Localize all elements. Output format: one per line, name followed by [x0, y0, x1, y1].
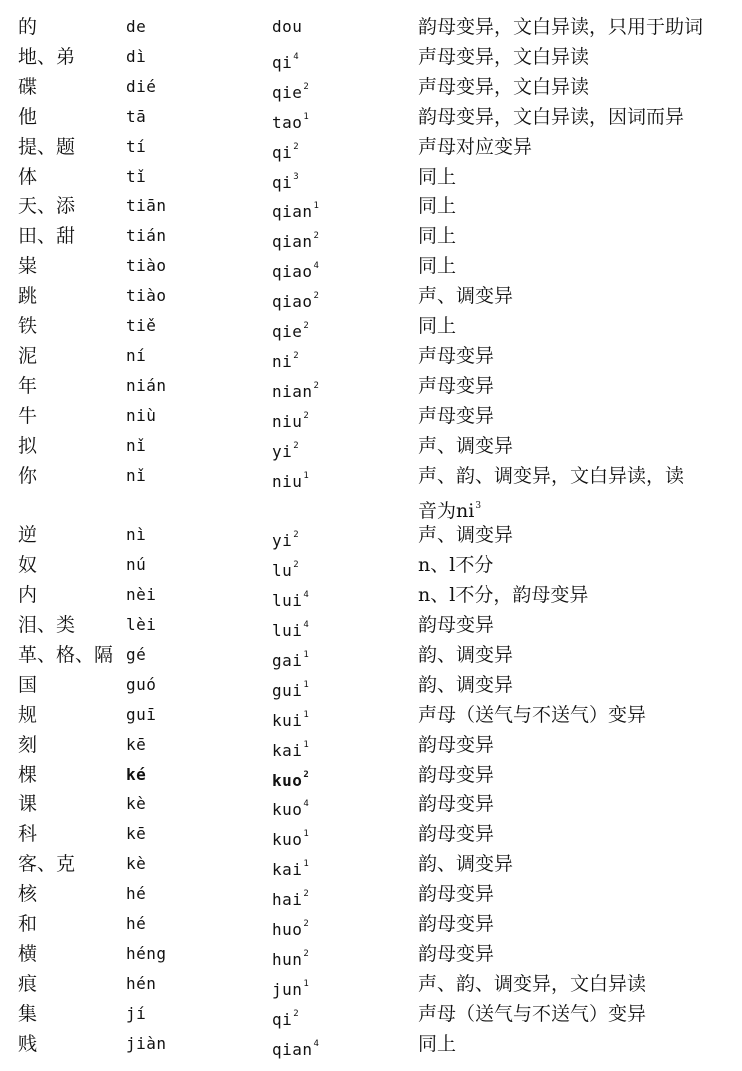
table-row — [0, 251, 742, 281]
pinyin-cell: hé — [126, 914, 147, 933]
dialect-syllable: ni — [272, 351, 293, 371]
tone-number: 2 — [293, 440, 300, 451]
dialect-syllable: kuo — [272, 770, 303, 790]
dialect-syllable: qiao — [272, 292, 313, 312]
note-cell: 韵母变异 — [418, 823, 495, 846]
character-cell: 棵 — [18, 763, 38, 786]
tone-number: 1 — [303, 829, 310, 840]
tone-number: 2 — [303, 889, 310, 900]
pinyin-cell: tiān — [126, 196, 167, 216]
tone-number: 2 — [313, 380, 320, 391]
note-cell: 韵、调变异 — [418, 673, 514, 696]
table-row — [0, 939, 742, 969]
table-row — [0, 1029, 742, 1059]
dialect-syllable: qi — [272, 172, 293, 192]
character-cell: 牛 — [18, 404, 38, 427]
dialect-reading-cell — [272, 461, 309, 497]
pinyin-cell: dì — [126, 46, 147, 66]
pinyin-cell: nǐ — [126, 435, 147, 455]
dialect-syllable: gai — [272, 650, 303, 670]
table-row — [0, 640, 742, 670]
table-row — [0, 760, 742, 790]
table-row — [0, 72, 742, 102]
tone-number: 2 — [303, 948, 310, 959]
note-cell: n、l不分 — [418, 554, 494, 577]
note-cell: 声、调变异 — [418, 524, 514, 547]
table-row — [0, 819, 742, 849]
dialect-reading-cell — [272, 12, 302, 42]
note-cell: 声、韵、调变异，文白异读，读 — [418, 464, 685, 487]
table-row — [0, 580, 742, 610]
pinyin-cell: ké — [126, 764, 147, 784]
table-row — [0, 132, 742, 162]
pinyin-cell: hén — [126, 973, 157, 993]
pinyin-cell: kē — [126, 734, 147, 754]
note-cell: 声母对应变异 — [418, 135, 533, 158]
dialect-syllable: kai — [272, 740, 303, 760]
table-row — [0, 520, 742, 550]
table-row — [0, 311, 742, 341]
tone-number: 2 — [293, 1008, 300, 1019]
table-row — [0, 221, 742, 251]
tone-number: 4 — [313, 1038, 320, 1049]
character-cell: 痕 — [18, 972, 38, 995]
character-cell: 粜 — [18, 255, 38, 278]
character-cell: 横 — [18, 942, 38, 965]
dialect-syllable: qi — [272, 52, 293, 72]
pinyin-cell: kē — [126, 824, 147, 844]
note-cell: 韵母变异 — [418, 733, 495, 756]
pinyin-cell: niù — [126, 405, 157, 425]
pinyin-cell: de — [126, 17, 147, 36]
tone-number: 2 — [303, 321, 310, 331]
dialect-syllable: niu — [272, 411, 303, 431]
dialect-syllable: tao — [272, 112, 303, 132]
table-row — [0, 999, 742, 1029]
pinyin-cell: tiào — [126, 286, 167, 306]
dialect-syllable: lui — [272, 621, 303, 640]
note-cell: 韵母变异，文白异读，只用于助词 — [418, 16, 704, 38]
table-row — [0, 461, 742, 521]
dialect-syllable: lui — [272, 591, 303, 611]
dialect-syllable: hun — [272, 949, 303, 969]
character-cell: 跳 — [18, 285, 38, 308]
tone-number: 1 — [303, 978, 310, 989]
tone-number: 1 — [313, 201, 320, 212]
note-cell: 声母变异 — [418, 404, 495, 427]
table-row — [0, 550, 742, 580]
note-cell: 同上 — [418, 255, 457, 278]
dialect-syllable: gui — [272, 680, 303, 700]
note-cell: 韵母变异 — [418, 883, 495, 906]
dialect-syllable: kai — [272, 860, 303, 880]
tone-number: 4 — [303, 620, 310, 630]
note-cell: 声、调变异 — [418, 285, 514, 308]
character-cell: 铁 — [18, 315, 38, 337]
tone-number: 2 — [313, 291, 320, 302]
note-cell: 韵母变异 — [418, 614, 495, 636]
note-cell: 同上 — [418, 195, 457, 218]
tone-number: 1 — [303, 739, 310, 750]
note-cell: 声母变异，文白异读 — [418, 45, 590, 68]
dialect-syllable: qie — [272, 82, 303, 102]
table-row — [0, 401, 742, 431]
note-cell: 韵、调变异 — [418, 643, 514, 666]
table-row — [0, 42, 742, 72]
dialect-syllable: huo — [272, 920, 303, 939]
note-cell: 韵母变异 — [418, 913, 495, 935]
pinyin-cell: tián — [126, 226, 167, 246]
table-row — [0, 879, 742, 909]
character-cell: 国 — [18, 673, 38, 696]
pinyin-cell: nián — [126, 375, 167, 395]
character-cell: 你 — [18, 464, 38, 487]
table-row — [0, 730, 742, 760]
table-row — [0, 341, 742, 371]
dialect-syllable: hai — [272, 890, 303, 910]
pinyin-cell: héng — [126, 943, 167, 963]
character-cell: 刻 — [18, 733, 38, 756]
tone-number: 3 — [475, 500, 482, 511]
table-row — [0, 849, 742, 879]
dialect-syllable: nian — [272, 381, 313, 401]
dialect-syllable: qie — [272, 322, 303, 341]
character-cell: 的 — [18, 16, 38, 38]
pinyin-cell: ní — [126, 345, 147, 365]
character-cell: 科 — [18, 823, 38, 846]
table-row — [0, 191, 742, 221]
table-row — [0, 281, 742, 311]
character-cell: 集 — [18, 1002, 38, 1025]
note-cell: 韵母变异 — [418, 763, 495, 786]
note-cell: 声母变异，文白异读 — [418, 75, 590, 98]
tone-number: 1 — [303, 111, 310, 122]
note-cell: 声母（送气与不送气）变异 — [418, 703, 647, 726]
note-cell: 韵母变异 — [418, 793, 495, 816]
table-row — [0, 969, 742, 999]
pinyin-cell: kè — [126, 854, 147, 874]
character-cell: 天、添 — [18, 195, 76, 218]
pinyin-cell: tiào — [126, 256, 167, 276]
character-cell: 拟 — [18, 434, 38, 457]
note-cell: 韵母变异 — [418, 942, 495, 965]
table-row — [0, 700, 742, 730]
pinyin-cell: nú — [126, 555, 147, 575]
pinyin-cell: hé — [126, 884, 147, 904]
tone-number: 2 — [303, 919, 310, 929]
note-cell: 韵母变异，文白异读，因词而异 — [418, 105, 685, 128]
tone-number: 2 — [303, 410, 310, 421]
pinyin-cell: nèi — [126, 585, 157, 605]
tone-number: 1 — [303, 470, 310, 481]
dialect-syllable: qian — [272, 1039, 313, 1059]
tone-number: 4 — [293, 51, 300, 62]
dialect-syllable: dou — [272, 17, 303, 36]
dialect-reading-cell — [272, 1029, 319, 1065]
dialect-syllable: jun — [272, 979, 303, 999]
dialect-syllable: qi — [272, 1009, 293, 1029]
dialect-syllable: niu — [272, 471, 303, 491]
dialect-syllable: kuo — [272, 830, 303, 850]
tone-number: 1 — [303, 859, 310, 870]
tone-number: 1 — [303, 679, 310, 690]
character-cell: 和 — [18, 913, 38, 935]
tone-number: 2 — [313, 231, 320, 242]
tone-number: 2 — [293, 560, 300, 571]
note-continuation-text: 音为ni — [418, 499, 475, 522]
character-cell: 年 — [18, 374, 38, 397]
note-cell: 声、调变异 — [418, 434, 514, 457]
note-cell: 韵、调变异 — [418, 853, 514, 876]
dialect-syllable: kui — [272, 710, 303, 730]
dialect-syllable: qiao — [272, 262, 313, 282]
character-cell: 客、克 — [18, 853, 76, 876]
table-row — [0, 670, 742, 700]
note-cell: 同上 — [418, 1032, 457, 1055]
character-cell: 逆 — [18, 524, 38, 547]
pinyin-cell: dié — [126, 76, 157, 96]
pinyin-cell: guī — [126, 704, 157, 724]
pinyin-cell: kè — [126, 794, 147, 814]
note-cell: 声母变异 — [418, 344, 495, 367]
table-row — [0, 162, 742, 192]
character-cell: 田、甜 — [18, 225, 76, 248]
table-row — [0, 610, 742, 640]
dialect-syllable: yi — [272, 531, 293, 551]
note-cell: 同上 — [418, 315, 457, 337]
pinyin-cell: tí — [126, 136, 147, 156]
table-row — [0, 371, 742, 401]
character-cell: 体 — [18, 165, 38, 188]
tone-number: 4 — [303, 799, 310, 810]
table-row — [0, 431, 742, 461]
table-row — [0, 12, 742, 42]
character-cell: 核 — [18, 883, 38, 906]
pinyin-cell: guó — [126, 674, 157, 694]
dialect-syllable: kuo — [272, 800, 303, 820]
tone-number: 3 — [293, 171, 300, 182]
character-cell: 贱 — [18, 1032, 38, 1055]
tone-number: 2 — [293, 141, 300, 152]
dialect-syllable: qi — [272, 142, 293, 162]
tone-number: 2 — [303, 769, 310, 780]
dialect-syllable: qian — [272, 202, 313, 222]
tone-number: 2 — [293, 530, 300, 541]
tone-number: 2 — [303, 81, 310, 92]
dialect-syllable: qian — [272, 232, 313, 252]
pinyin-cell: nì — [126, 525, 147, 545]
pinyin-cell: jí — [126, 1003, 147, 1023]
table-row — [0, 102, 742, 132]
tone-number: 4 — [303, 590, 310, 601]
character-cell: 提、题 — [18, 135, 76, 158]
character-cell: 规 — [18, 703, 38, 726]
pinyin-cell: gé — [126, 644, 147, 664]
pinyin-cell: jiàn — [126, 1033, 167, 1053]
dialect-syllable: yi — [272, 441, 293, 461]
pinyin-cell: tā — [126, 106, 147, 126]
tone-number: 2 — [293, 350, 300, 361]
note-cell: 声、韵、调变异，文白异读 — [418, 972, 647, 995]
character-cell: 碟 — [18, 75, 38, 98]
dialect-syllable: lu — [272, 561, 293, 581]
character-cell: 奴 — [18, 554, 38, 577]
pinyin-cell: tǐ — [126, 166, 147, 186]
character-cell: 泪、类 — [18, 614, 76, 636]
note-cell: 同上 — [418, 165, 457, 188]
note-cell: 同上 — [418, 225, 457, 248]
character-cell: 革、格、隔 — [18, 643, 114, 666]
pinyin-cell: tiě — [126, 316, 157, 335]
pinyin-cell: nǐ — [126, 465, 147, 485]
tone-number: 4 — [313, 261, 320, 272]
tone-number: 1 — [303, 649, 310, 660]
character-cell: 泥 — [18, 344, 38, 367]
character-cell: 地、弟 — [18, 45, 76, 68]
table-row — [0, 789, 742, 819]
table-row — [0, 909, 742, 939]
pinyin-cell: lèi — [126, 615, 157, 634]
note-cell: 声母（送气与不送气）变异 — [418, 1002, 647, 1025]
character-cell: 内 — [18, 584, 38, 607]
character-cell: 课 — [18, 793, 38, 816]
note-cell: n、l不分，韵母变异 — [418, 584, 589, 607]
tone-number: 1 — [303, 709, 310, 720]
character-cell: 他 — [18, 105, 38, 128]
note-cell: 声母变异 — [418, 374, 495, 397]
